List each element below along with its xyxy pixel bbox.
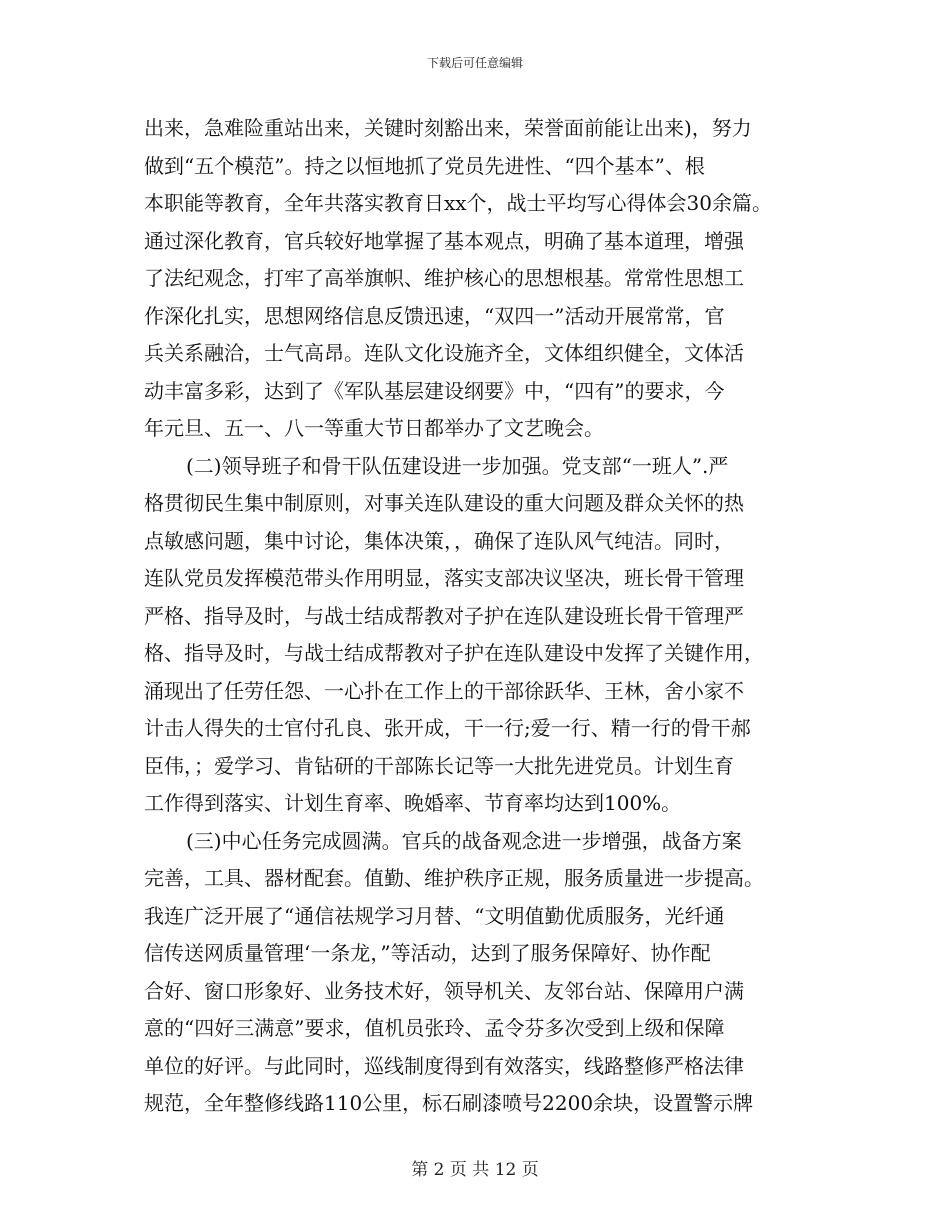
text-line: 信传送网质量管理‘一条龙，”等活动，达到了服务保障好、协作配 [144,941,711,965]
text-line: (三)中心任务完成圆满。官兵的战备观念进一步增强，战备方案 [186,828,742,853]
text-line: 通过深化教育，官兵较好地掌握了基本观点，明确了基本道理，增强 [144,228,744,253]
text-line: 了法纪观念，打牢了高举旗帜、维护核心的思想根基。常常性思想工 [144,266,744,290]
document-body [144,110,824,1123]
text-line: 连队党员发挥模范带头作用明显，落实支部决议坚决，班长骨干管理 [144,566,744,590]
text-line: 合好、窗口形象好、业务技术好，领导机关、友邻台站、保障用户满 [144,978,744,1003]
text-line: 臣伟，；爱学习、肯钻研的干部陈长记等一大批先进党员。计划生育 [144,753,734,778]
text-line: 出来，急难险重站出来，关键时刻豁出来，荣誉面前能让出来)，努力 [144,116,752,140]
text-line: 工作得到落实、计划生育率、晚婚率、节育率均达到100%。 [144,791,682,815]
text-line: 本职能等教育，全年共落实教育日xx个，战士平均写心得体会30余篇。 [144,191,773,215]
text-line: 做到“五个模范”。持之以恒地抓了党员先进性、“四个基本”、根 [144,153,705,178]
page-number-footer: 第 2 页 共 12 页 [411,1160,539,1180]
text-line: 格、指导及时，与战士结成帮教对子护在连队建设中发挥了关键作用， [144,641,764,665]
text-line: 单位的好评。与此同时，巡线制度得到有效落实，线路整修严格法律 [144,1053,744,1078]
text-line: 意的“四好三满意”要求，值机员张玲、孟令芬多次受到上级和保障 [144,1016,725,1040]
text-line: 规范，全年整修线路110公里，标石刷漆喷号2200余块，设置警示牌 [144,1091,754,1115]
text-line: 年元旦、五一、八一等重大节日都举办了文艺晚会。 [144,416,604,440]
text-line: 点敏感问题，集中讨论，集体决策，，确保了连队风气纯洁。同时， [144,528,734,553]
text-line: 涌现出了任劳任怨、一心扑在工作上的干部徐跃华、王林，舍小家不 [144,678,744,703]
text-line: 我连广泛开展了“通信祛规学习月替、“文明值勤优质服务，光纤通 [144,903,725,928]
text-line: 计击人得失的士官付孔良、张开成，干一行;爱一行、精一行的骨干郝 [144,716,751,740]
text-line: 兵关系融洽，士气高昂。连队文化设施齐全，文体组织健全，文体活 [144,341,744,365]
text-line: 动丰富多彩，达到了《军队基层建设纲要》中，“四有”的要求，今 [144,378,725,403]
text-line: (二)领导班子和骨干队伍建设进一步加强。党支部“一班人”.严 [186,453,729,478]
text-line: 格贯彻民生集中制原则，对事关连队建设的重大问题及群众关怀的热 [144,491,744,515]
text-line: 严格、指导及时，与战士结成帮教对子护在连队建设班长骨干管理严 [144,603,744,628]
text-line: 作深化扎实，思想网络信息反馈迅速，“双四一”活动开展常常，官 [144,303,725,328]
text-line: 完善，工具、器材配套。值勤、维护秩序正规，服务质量进一步提高。 [144,866,764,890]
page-header: 下载后可任意编辑 [426,56,523,70]
